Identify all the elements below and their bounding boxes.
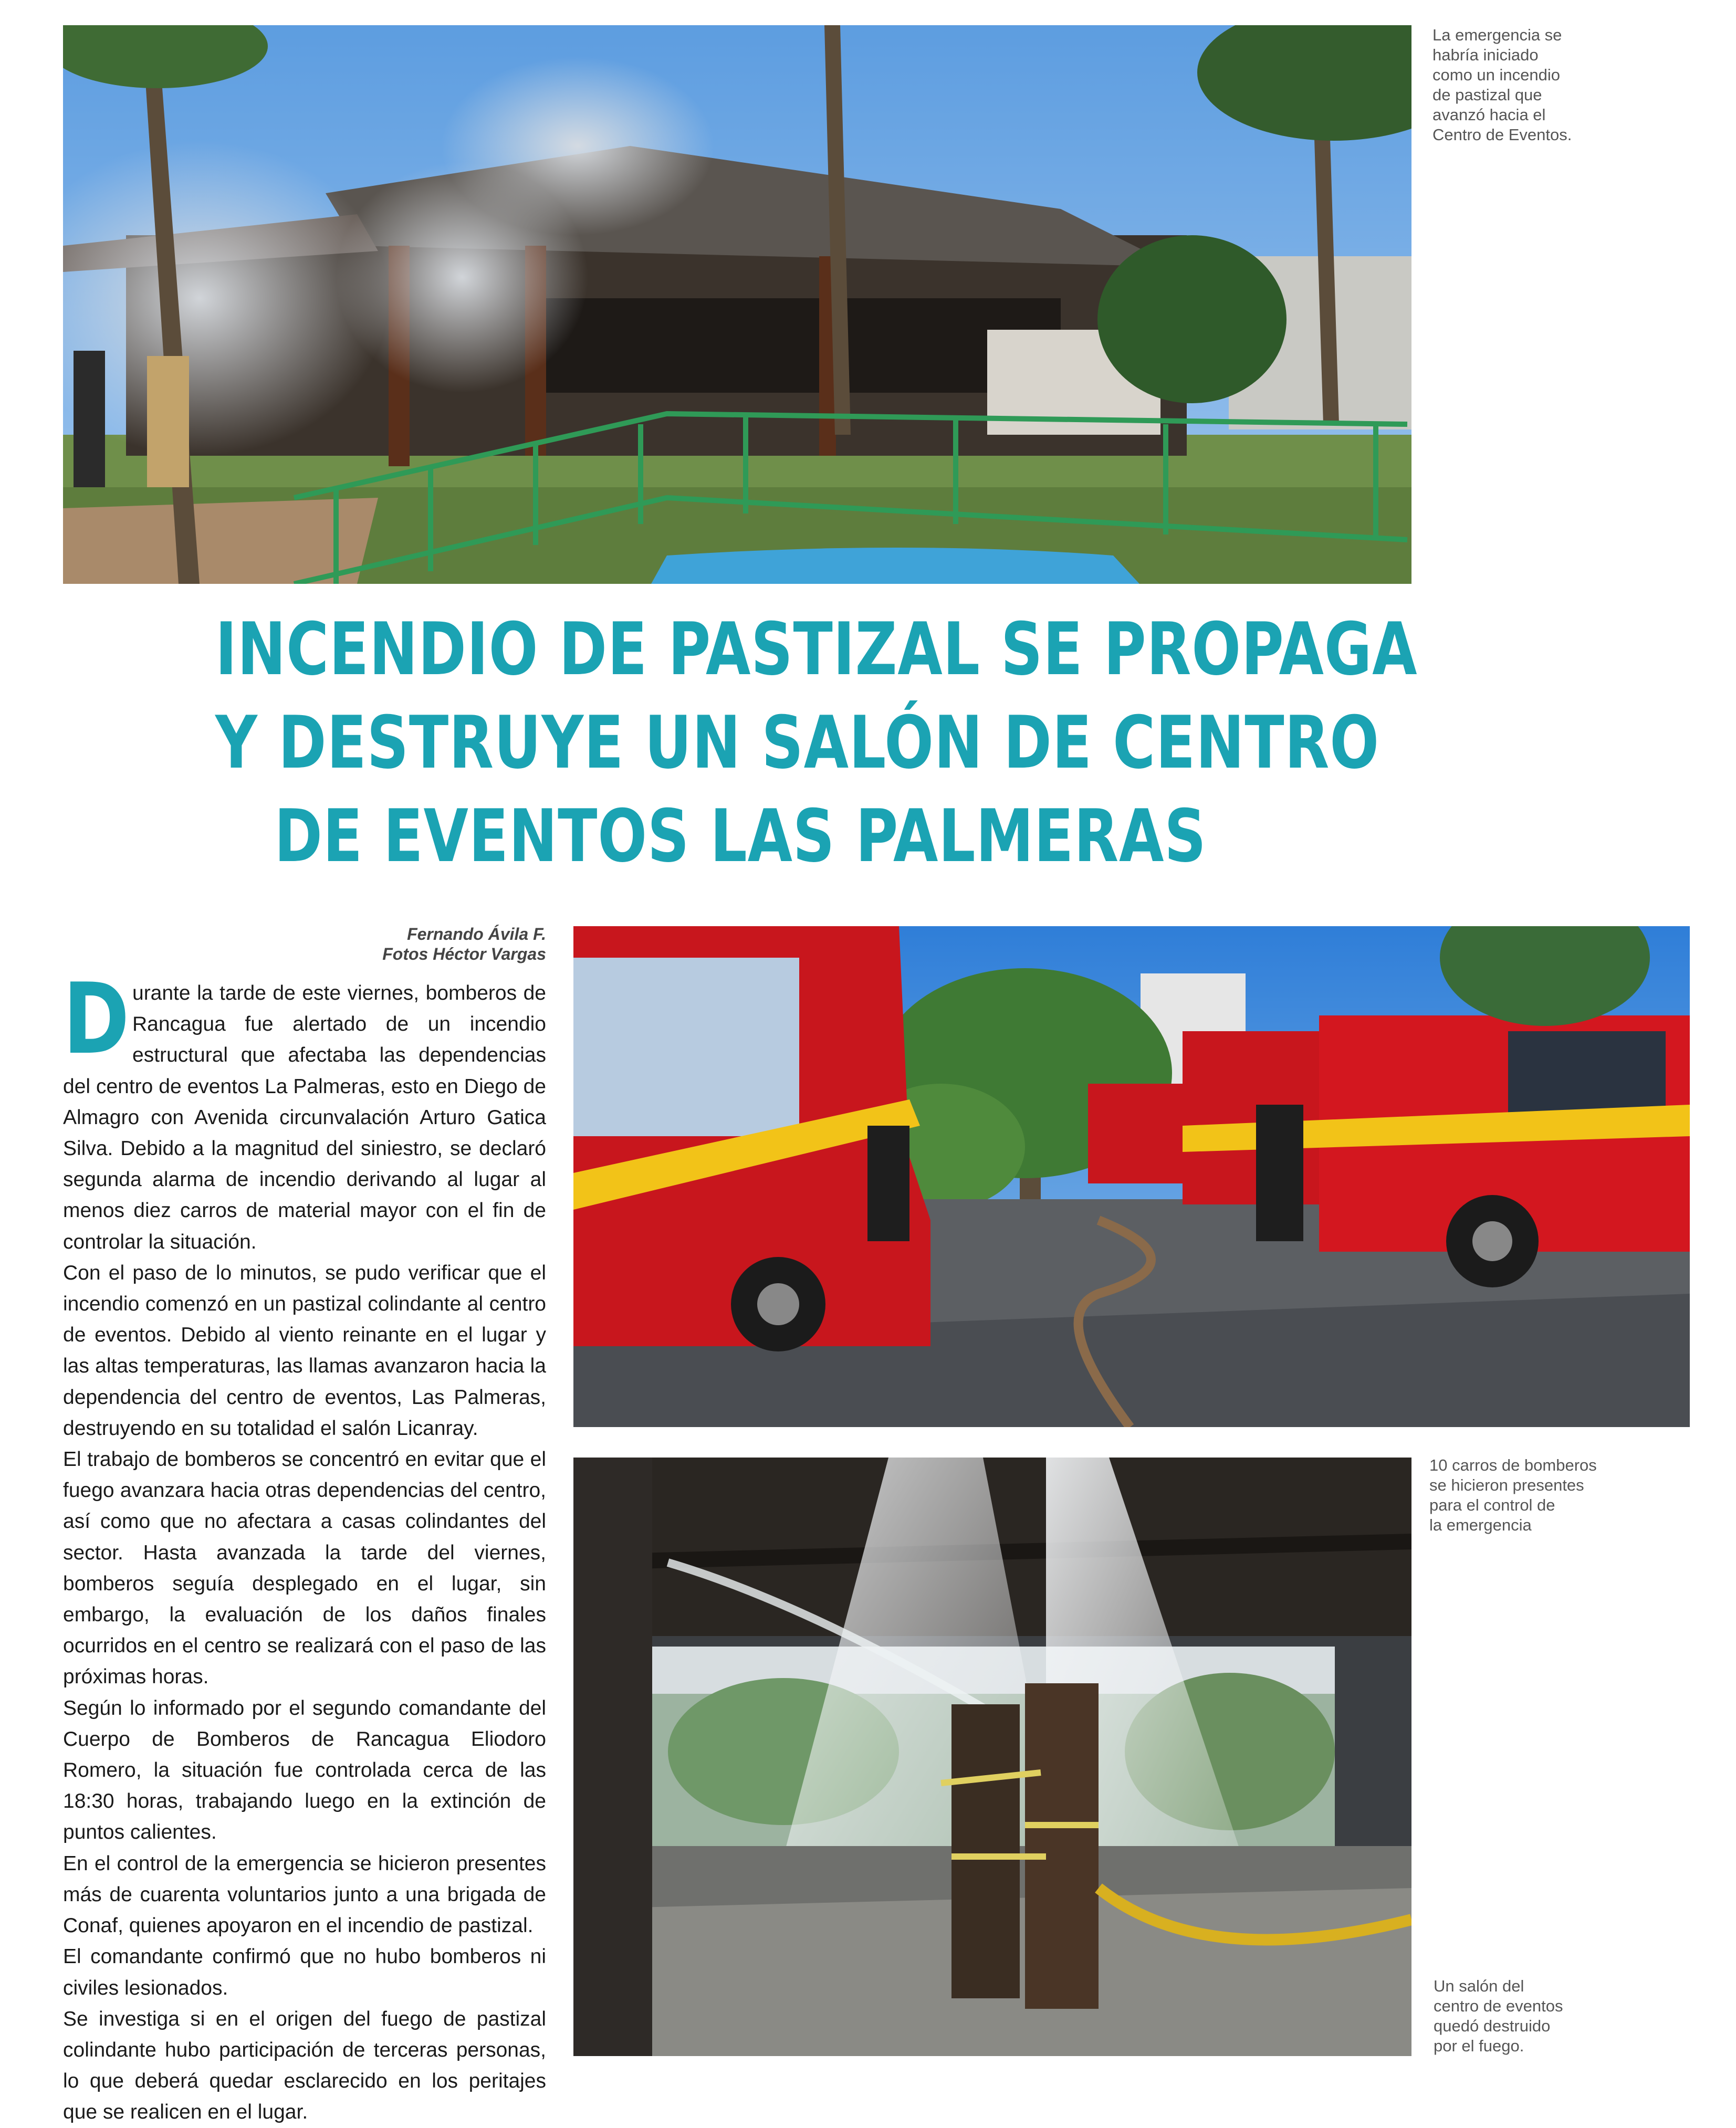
caption-trucks-photo: 10 carros de bomberos se hicieron presentes para el control de la emergencia xyxy=(1429,1456,1597,1534)
photo-burning-building xyxy=(63,25,1411,584)
caption-top-photo: La emergencia se habría iniciado como un incendio de pastizal que avanzó hacia el Centro de Eventos. xyxy=(1432,26,1572,144)
article-body xyxy=(63,962,546,2128)
photo-firefighters-interior xyxy=(573,1458,1411,2056)
article-paragraph: El comandante confirmó que no hubo bomberos ni civiles lesionados. xyxy=(63,1945,546,1999)
caption-interior-photo: Un salón del centro de eventos quedó destruido por el fuego. xyxy=(1434,1977,1563,2055)
article-paragraph: En el control de la emergencia se hicieron presentes más de cuarenta voluntarios junto a una brigada de Conaf, quienes apoyaron en el incendio de pastizal. xyxy=(63,1852,546,1937)
byline-photos: Fotos Héctor Vargas xyxy=(382,945,546,963)
dropcap: D xyxy=(63,962,130,1076)
headline-line-3: DE EVENTOS LAS PALMERAS xyxy=(274,794,1207,878)
article-paragraph: Con el paso de lo minutos, se pudo verificar que el incendio comenzó en un pastizal colindante al centro de eventos. Debido al viento reinante en el lugar y las altas temperaturas, las llamas avanzaron hacia la dependencia del centro de eventos, Las Palmeras, destruyendo en su totalidad el salón Licanray. xyxy=(63,1261,546,1440)
photo-fire-trucks xyxy=(573,926,1690,1427)
byline-author: Fernando Ávila F. xyxy=(407,925,546,944)
article-paragraph: Según lo informado por el segundo comandante del Cuerpo de Bomberos de Rancagua Eliodoro Romero, la situación fue controlada cerca de las 18:30 horas, trabajando luego en la extinción de puntos calientes. xyxy=(63,1696,546,1844)
article-paragraph: Se investiga si en el origen del fuego de pastizal colindante hubo participación de terceras personas, lo que deberá quedar esclarecido en los peritajes que se realicen en el lugar. xyxy=(63,2007,546,2124)
article-paragraph: El trabajo de bomberos se concentró en evitar que el fuego avanzara hacia otras dependencias del centro, así como que no afectara a casas colindantes del sector. Hasta avanzada la tarde del viernes, bomberos seguía desplegado en el lugar, sin embargo, la evaluación de los daños finales ocurridos en el centro se realizará con el paso de las próximas horas. xyxy=(63,1448,546,1689)
article-paragraph: urante la tarde de este viernes, bomberos de Rancagua fue alertado de un incendio estructural que afectaba las dependencias del centro de eventos La Palmeras, esto en Diego de Almagro con Avenida circunvalación Arturo Gatica Silva. Debido a la magnitud del siniestro, se declaró segunda alarma de incendio derivando al lugar al menos diez carros de material mayor con el fin de controlar la situación. xyxy=(63,982,546,1253)
headline-line-1: INCENDIO DE PASTIZAL SE PROPAGA xyxy=(215,607,1418,691)
byline xyxy=(63,924,546,964)
headline-line-2: Y DESTRUYE UN SALÓN DE CENTRO xyxy=(215,700,1379,785)
headline xyxy=(215,603,1418,883)
